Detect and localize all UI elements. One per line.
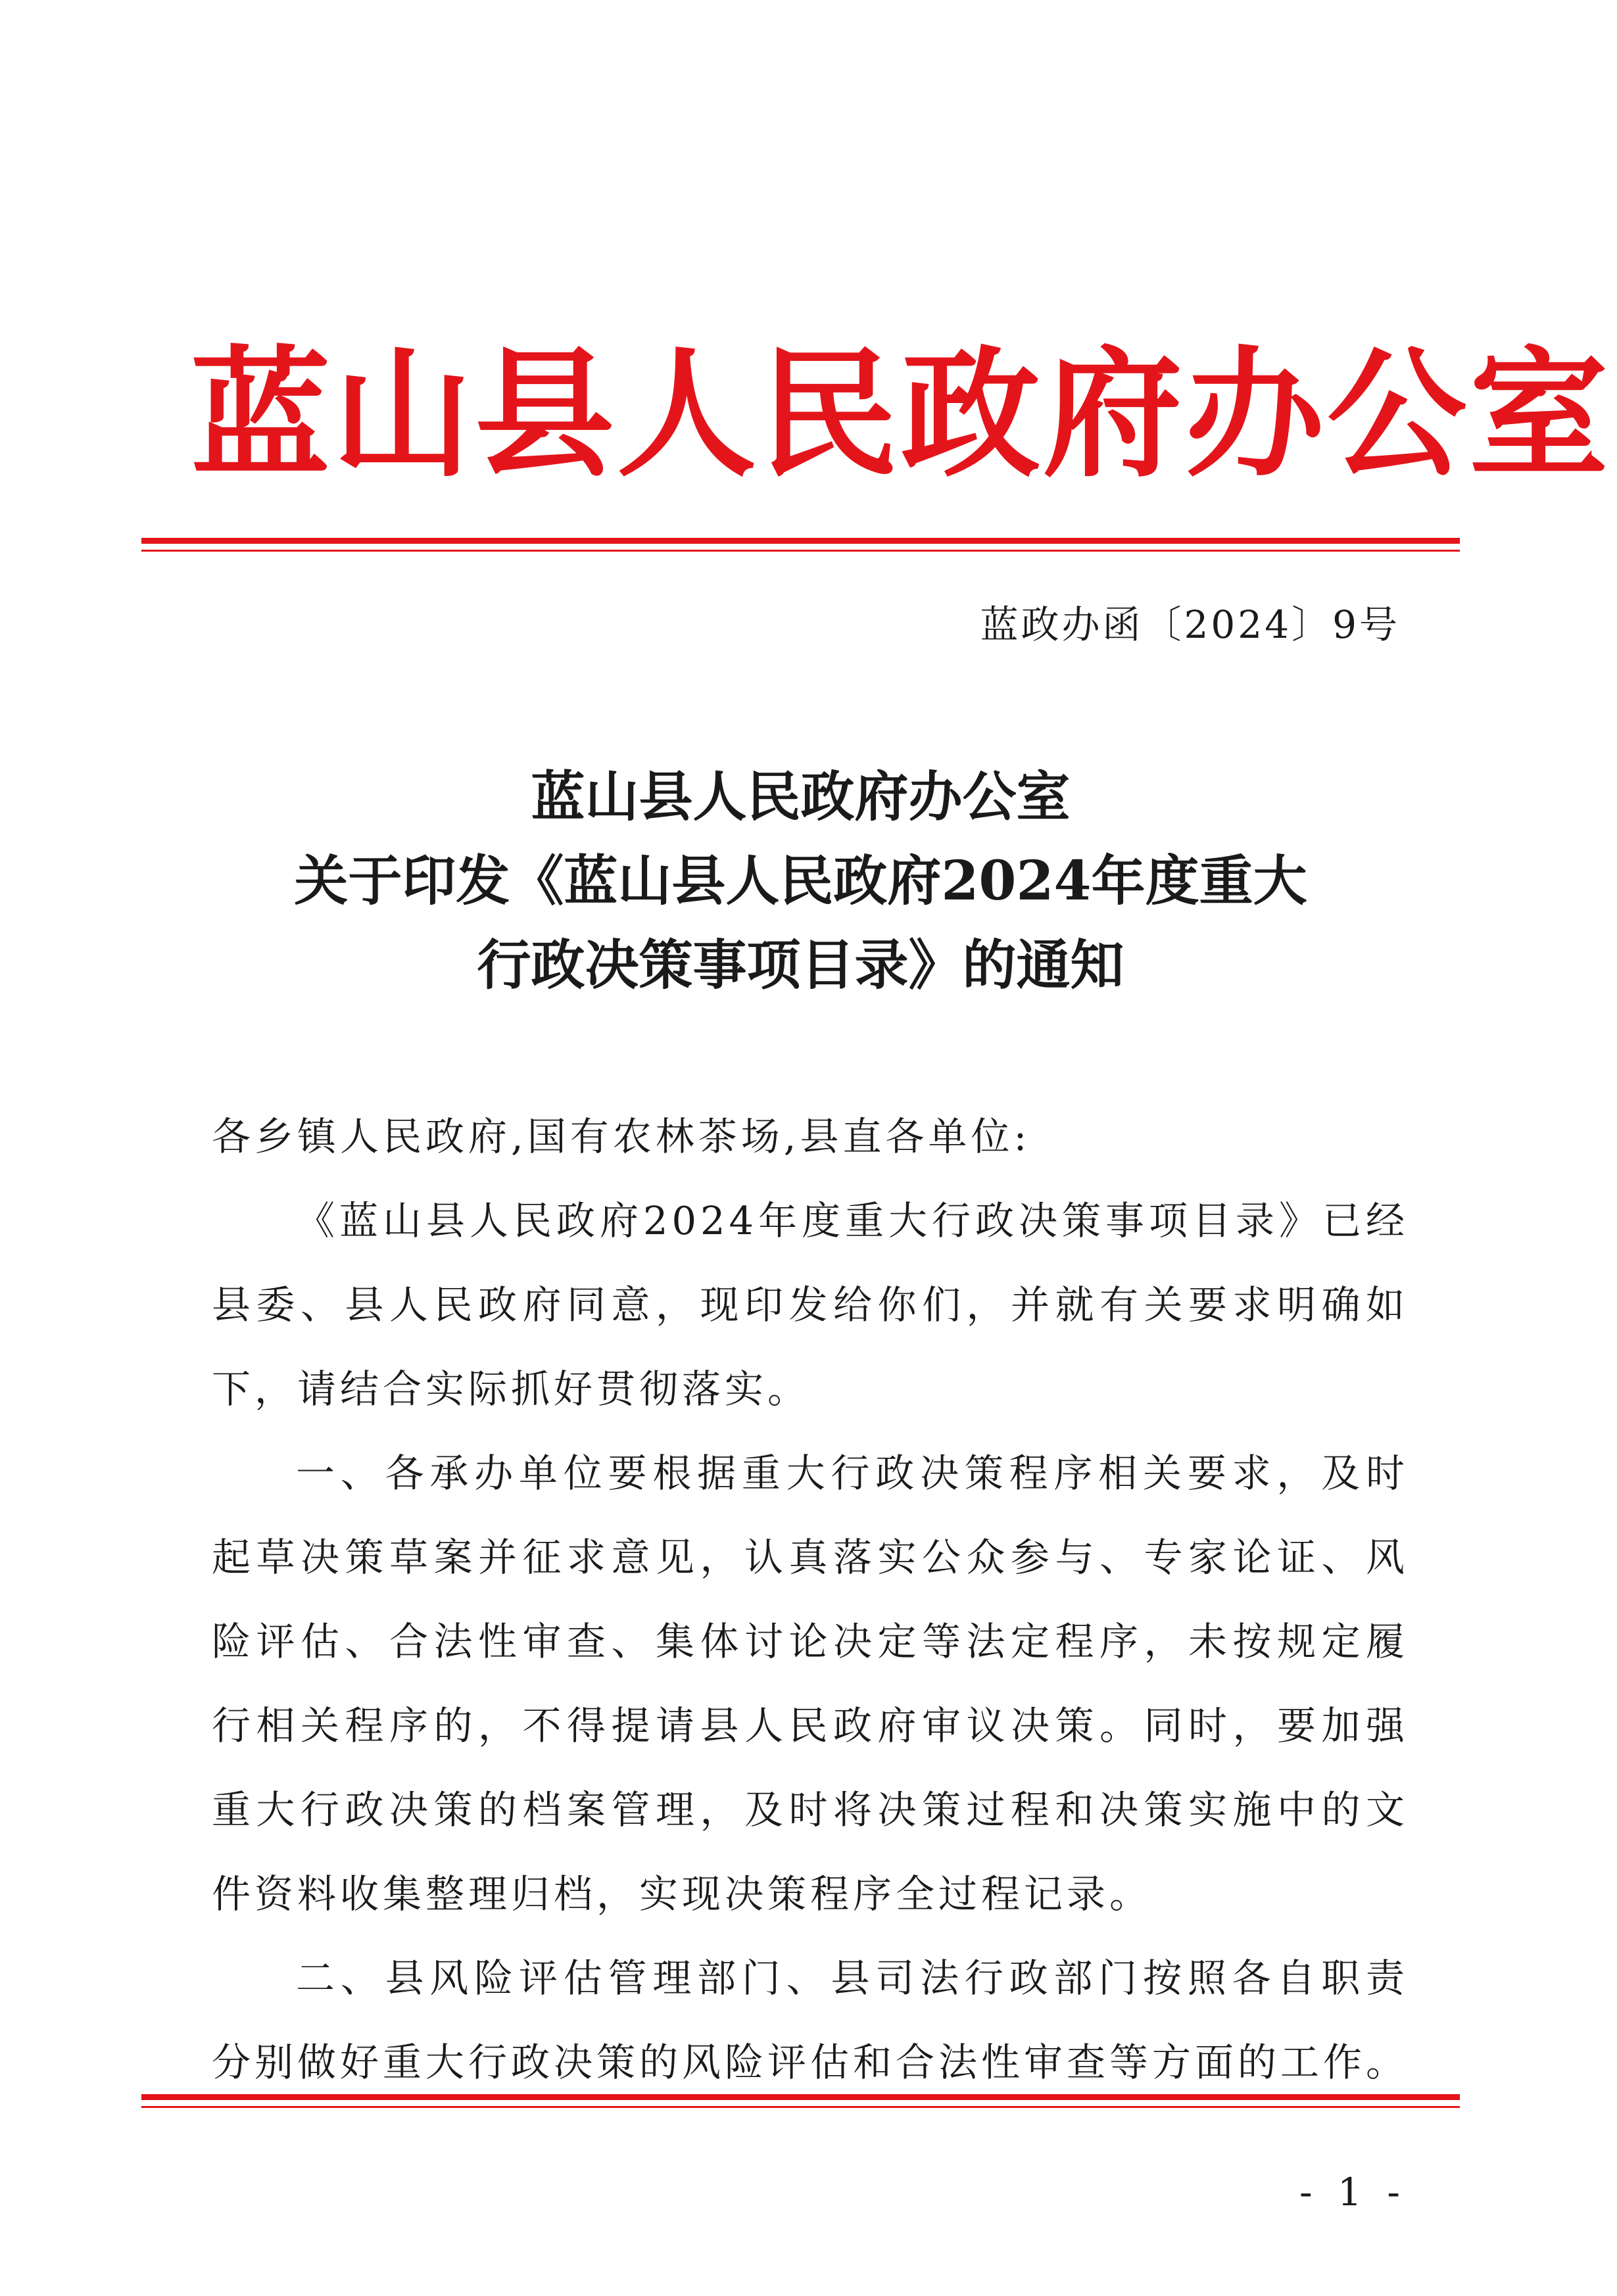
paragraph-1-line-1: 《蓝山县人民政府2024年度重大行政决策事项目录》已经 bbox=[296, 1198, 1409, 1243]
paragraph-1-line-3: 下，请结合实际抓好贯彻落实。 bbox=[212, 1366, 811, 1412]
masthead-title: 蓝山县人民政府办公室 bbox=[191, 332, 1611, 496]
title-line-1: 蓝山县人民政府办公室 bbox=[531, 765, 1071, 828]
page-number: - 1 - bbox=[1299, 2170, 1407, 2214]
paragraph-2-line-4: 行相关程序的，不得提请县人民政府审议决策。同时，要加强 bbox=[212, 1703, 1409, 1748]
masthead-rule-thick bbox=[141, 538, 1460, 544]
document-number: 蓝政办函〔2024〕9号 bbox=[980, 602, 1400, 647]
salutation: 各乡镇人民政府,国有农林茶场,县直各单位: bbox=[212, 1114, 1031, 1159]
paragraph-2-line-1: 一、各承办单位要根据重大行政决策程序相关要求，及时 bbox=[296, 1450, 1409, 1496]
paragraph-1-line-2: 县委、县人民政府同意，现印发给你们，并就有关要求明确如 bbox=[212, 1282, 1409, 1327]
footer-rule-thick bbox=[141, 2094, 1460, 2100]
paragraph-3-line-2: 分别做好重大行政决策的风险评估和合法性审查等方面的工作。 bbox=[212, 2040, 1409, 2085]
paragraph-2-line-5: 重大行政决策的档案管理，及时将决策过程和决策实施中的文 bbox=[212, 1787, 1409, 1832]
title-line-3: 行政决策事项目录》的通知 bbox=[477, 934, 1124, 997]
paragraph-2-line-6: 件资料收集整理归档，实现决策程序全过程记录。 bbox=[212, 1871, 1153, 1917]
paragraph-2-line-3: 险评估、合法性审查、集体讨论决定等法定程序，未按规定履 bbox=[212, 1619, 1409, 1664]
title-line-2: 关于印发《蓝山县人民政府2024年度重大 bbox=[294, 849, 1307, 913]
masthead-rule-thin bbox=[141, 550, 1460, 552]
paragraph-2-line-2: 起草决策草案并征求意见，认真落实公众参与、专家论证、风 bbox=[212, 1535, 1409, 1580]
footer-rule-thin bbox=[141, 2106, 1460, 2108]
document-body bbox=[212, 1095, 1409, 2105]
paragraph-3-line-1: 二、县风险评估管理部门、县司法行政部门按照各自职责 bbox=[296, 1955, 1409, 2001]
